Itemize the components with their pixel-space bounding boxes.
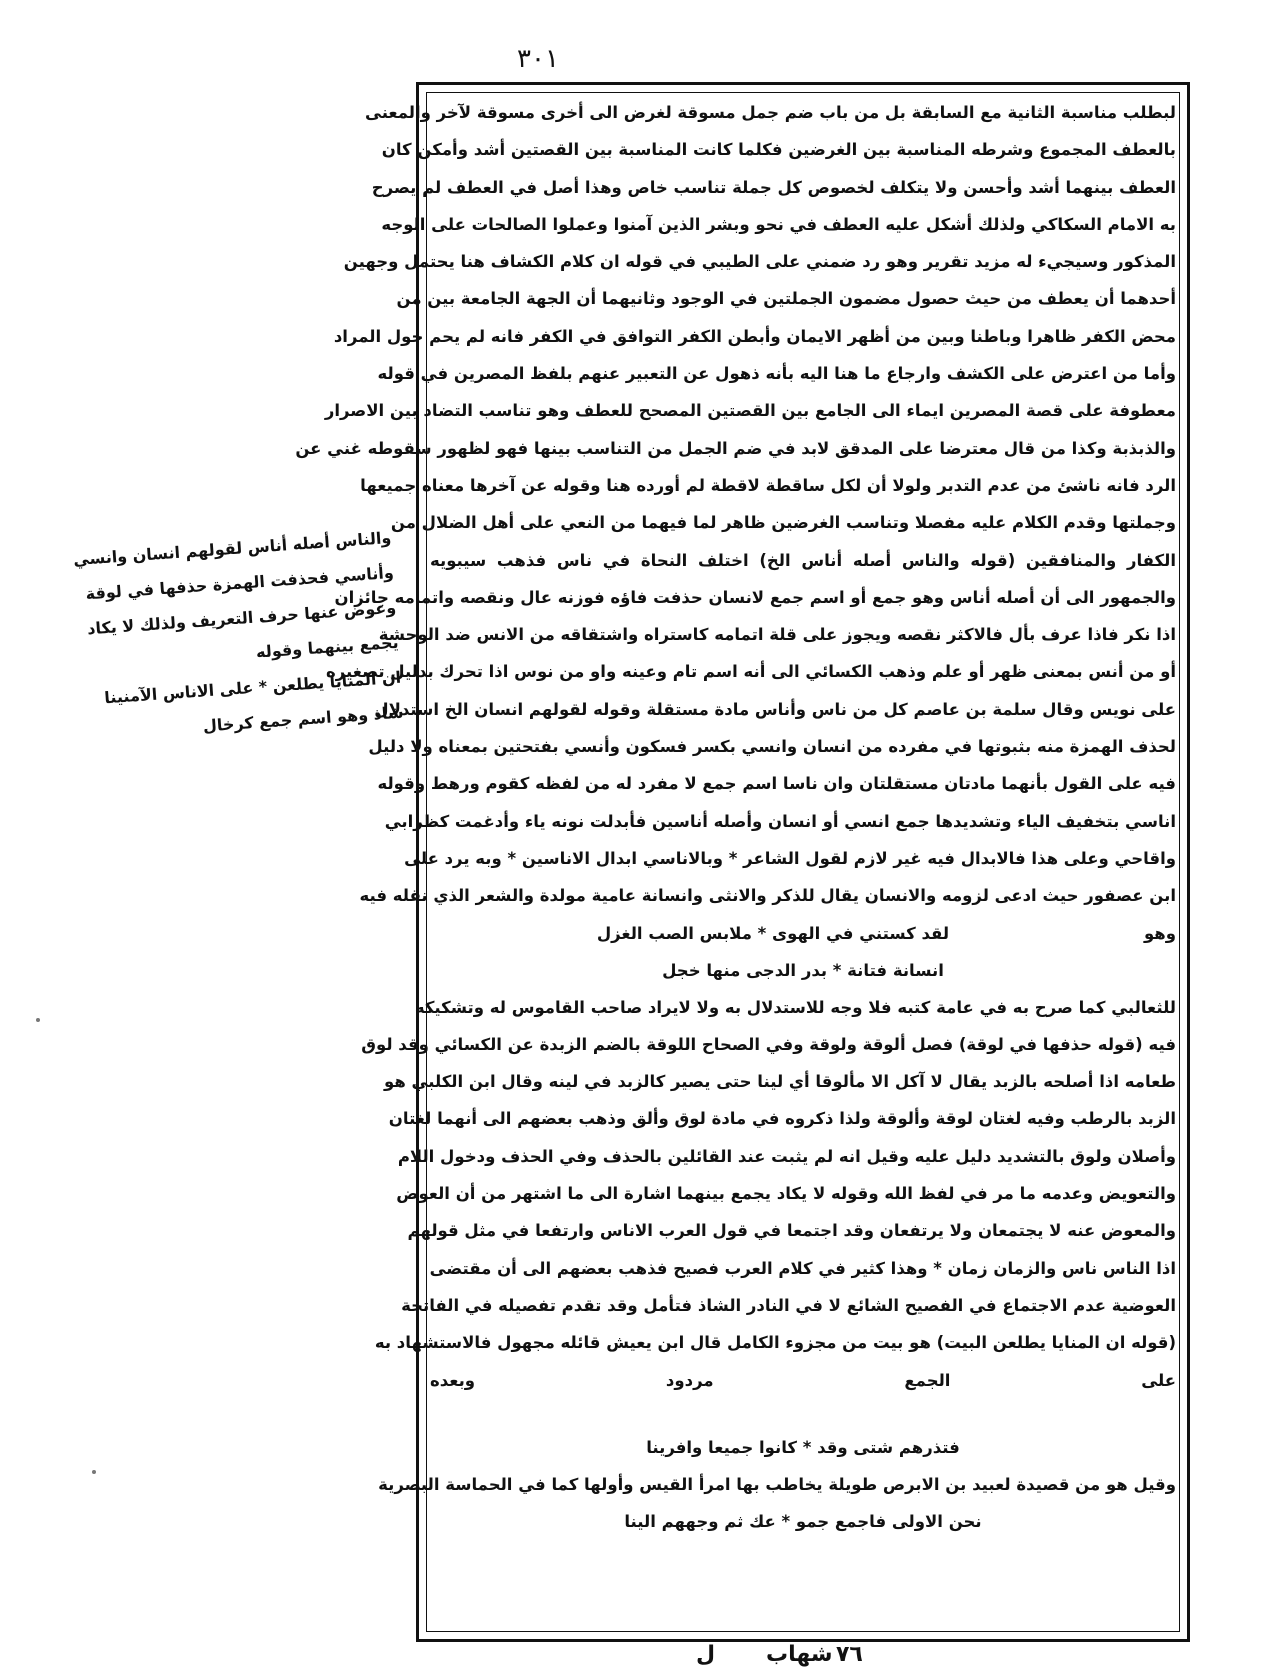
text-line: فيه على القول بأنهما مادتان مستقلتان وان ناسا اسم جمع لا مفرد له من لفظه كقوم ورهط وقوله <box>377 774 1176 794</box>
text-line: وأصلان ولوق بالتشديد دليل عليه وقيل انه لم يثبت عند القائلين بالحذف وفي الحذف ودخول اللام <box>397 1146 1176 1166</box>
text-line: الرد فانه ناشئ من عدم التدبر ولولا أن لكل ساقطة لاقطة لم أورده هنا وقوله عن آخرها معناه جميعها <box>360 475 1176 495</box>
text-line: فيه (قوله حذفها في لوقة) فصل ألوقة ولوقة وفي الصحاح اللوقة بالضم الزبدة عن الكسائي وقد لوق <box>361 1034 1176 1054</box>
margin-note-line: والناس أصله أناس لقولهم انسان وانسي <box>72 527 392 570</box>
text-line: اذا الناس ناس والزمان زمان * وهذا كثير في كلام العرب فصيح فذهب بعضهم الى أن مقتضى <box>429 1258 1176 1278</box>
text-line: أحدهما أن يعطف من حيث حصول مضمون الجملتين في الوجود وثانيهما أن الجهة الجامعة بين من <box>396 289 1176 309</box>
text-line: وأما من اعترض على الكشف وارجاع ما هنا اليه بأنه ذهول عن التعبير عنهم بلفظ المصرين في قوله <box>377 364 1176 384</box>
main-text-part-3 <box>378 1466 1176 1503</box>
margin-note-line: شاذ وهو اسم جمع كرخال <box>202 702 405 736</box>
text-line: على الجمع مردود وبعده <box>430 1370 1176 1390</box>
text-line: وقيل هو من قصيدة لعبيد بن الابرص طويلة يخاطب بها امرأ القيس وأولها كما في الحماسة البصرية <box>378 1474 1176 1494</box>
book-name: شهاب <box>766 1642 833 1667</box>
text-line: محض الكفر ظاهرا وباطنا وبين من أظهر الايمان وأبطن الكفر التوافق في الكفر فانه لم يحم حول المراد <box>333 326 1176 346</box>
margin-note <box>72 520 405 750</box>
text-line: الزبد بالرطب وفيه لغتان لوقة وألوقة ولذا ذكروه في مادة لوق وألق وذهب بعضهم الى أنهما لغتان <box>388 1109 1176 1129</box>
text-line: على نويس وقال سلمة بن عاصم كل من ناس وأناس مادة مستقلة وقوله لقولهم انسان الخ استدلال <box>374 699 1176 719</box>
main-text-part-2 <box>361 989 1176 1399</box>
text-line: العوضية عدم الاجتماع في الفصيح الشائع لا في النادر الشاذ فتأمل وقد تقدم تفصيله في الفاتحة <box>401 1295 1176 1315</box>
text-line: والتعويض وعدمه ما مر في لفظ الله وقوله لا يكاد يجمع بينهما اشارة الى ما اشتهر من أن العوض <box>396 1184 1176 1204</box>
text-line: طعامه اذا أصلحه بالزبد يقال لا آكل الا مألوقا أي لينا حتى يصير كالزبد في لينه وقال ابن الكلبي هو <box>384 1072 1176 1092</box>
text-line: أو من أنس بمعنى ظهر أو علم وذهب الكسائي الى أنه اسم تام وعينه واو من نوس اذا تحرك بدليل تصغيره <box>326 662 1176 682</box>
text-line: اناسي بتخفيف الياء وتشديدها جمع انسي أو انسان وأصله أناسين فأبدلت نونه ياء وأدغمت كظرابي <box>384 811 1176 831</box>
margin-note-line: يجمع بينهما وقوله <box>255 632 400 662</box>
text-line: لبطلب مناسبة الثانية مع السابقة بل من باب ضم جمل مسوقة لغرض الى أخرى مسوقة لآخر والمعنى <box>365 103 1176 122</box>
verse-line: فتذرهم شتى وقد * كانوا جميعا وافرينا <box>646 1437 960 1457</box>
text-line: وجملتها وقدم الكلام عليه مفصلا وتناسب الغرضين ظاهر لما فيهما من النعي على أهل الضلال من <box>390 513 1176 533</box>
verse-line: انسانة فتانة * بدر الدجى منها خجل <box>662 960 944 980</box>
text-line: (قوله ان المنايا يطلعن البيت) هو بيت من مجزوء الكامل قال ابن يعيش قائله مجهول فالاستشهاد به <box>374 1333 1176 1353</box>
text-line: والذبذبة وكذا من قال معترضا على المدقق لابد في ضم الجمل من التناسب بينها فهو لظهور سقوطه غني عن <box>295 438 1176 458</box>
text-line: للثعالبي كما صرح به في عامة كتبه فلا وجه للاستدلال به ولا لايراد صاحب القاموس له وتشكيكه <box>414 997 1176 1017</box>
text-line: العطف بينهما أشد وأحسن ولا يتكلف لخصوص كل جملة تناسب خاص وهذا أصل في العطف لم يصرح <box>371 177 1176 197</box>
text-line: معطوفة على قصة المصرين ايماء الى الجامع بين القصتين المصحح للعطف وهو تناسب التضاد بين الاصرار <box>324 401 1176 421</box>
text-line: ابن عصفور حيث ادعى لزومه والانسان يقال للذكر والانثى وانسانة عامية مولدة والشعر الذي نقله فيه <box>359 886 1176 906</box>
verse-line: لقد كستني في الهوى * ملابس الصب الغزل <box>596 923 950 943</box>
verse-line: نحن الاولى فاجمع جمو * عك ثم وجههم الينا <box>624 1512 982 1532</box>
margin-note-line: وأناسي فحذفت الهمزة حذفها في لوقة <box>84 562 395 604</box>
volume-mark: ل <box>696 1642 716 1667</box>
text-line: والجمهور الى أن أصله أناس وهو جمع أو اسم جمع لانسان حذفت فاؤه فوزنه عال ونقصه واتمامه جائزان <box>334 587 1176 607</box>
text-line: والمعوض عنه لا يجتمعان ولا يرتفعان وقد اجتمعا في قول العرب الاناس وارتفعا في مثل قولهم <box>407 1221 1176 1241</box>
margin-note-line: وعوض عنها حرف التعريف ولذلك لا يكاد <box>86 597 397 639</box>
page-number: ٣٠١ <box>517 44 559 74</box>
page-footer <box>416 1642 1190 1672</box>
text-line: واقاحي وعلى هذا فالابدال فيه غير لازم لقول الشاعر * وبالاناسي ابدال الاناسين * وبه يرد على <box>404 848 1176 868</box>
verse-row-1 <box>430 915 1176 952</box>
scan-speck <box>92 1470 96 1474</box>
text-line: لحذف الهمزة منه بثبوتها في مفرده من انسان وانسي بكسر فسكون وأنسي بفتحتين بمعناه ولا دليل <box>368 737 1176 757</box>
text-line: به الامام السكاكي ولذلك أشكل عليه العطف في نحو وبشر الذين آمنوا وعملوا الصالحات على الوجه <box>381 214 1176 234</box>
text-line: المذكور وسيجيء له مزيد تقرير وهو رد ضمني على الطيبي في قوله ان كلام الكشاف هنا يحتمل وجهين <box>343 252 1176 272</box>
margin-note-lines <box>72 520 405 750</box>
text-line: الكفار والمنافقين (قوله والناس أصله أناس الخ) اختلف النحاة في ناس فذهب سيبويه <box>430 550 1176 570</box>
text-line: بالعطف المجموع وشرطه المناسبة بين الغرضين فكلما كانت المناسبة بين القصتين أشد وأمكن كان <box>381 140 1176 160</box>
spacer <box>430 1399 1176 1429</box>
margin-note-line: ان المنايا يطلعن * على الاناس الآمنينا <box>103 667 402 708</box>
text-line: اذا نكر فاذا عرف بأل فالاكثر نقصه ويجوز على قلة اتمامه كاستراه واشتقاقه من الانس ضد الوحشة <box>378 625 1176 645</box>
scan-speck <box>36 1018 40 1022</box>
sheet-number: ٧٦ <box>836 1642 863 1667</box>
verse-intro: وهو <box>1143 923 1176 943</box>
